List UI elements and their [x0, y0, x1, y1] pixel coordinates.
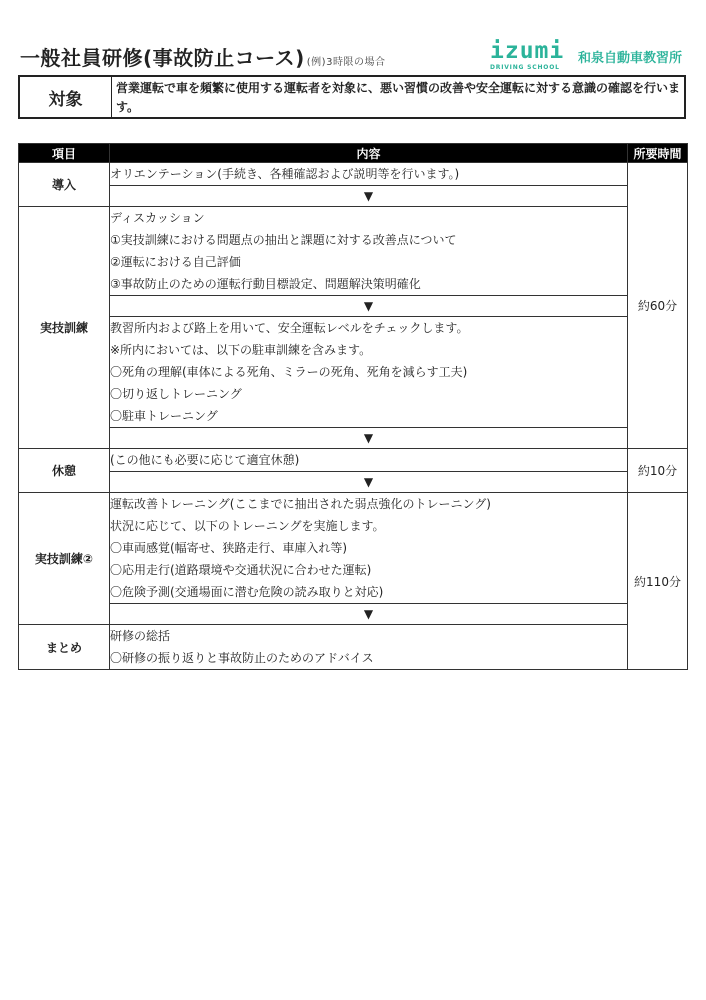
content-line: 〇駐車トレーニング	[110, 409, 218, 423]
content-driving-check	[110, 317, 628, 428]
table-row	[19, 207, 688, 296]
content-line: 〇切り返しトレーニング	[110, 387, 242, 401]
arrow-down-icon: ▼	[110, 428, 628, 449]
content-discussion	[110, 207, 628, 296]
logo-tagline: DRIVING SCHOOL	[490, 64, 560, 71]
content-line: ※所内においては、以下の駐車訓練を含みます。	[110, 343, 372, 357]
content-line: 〇応用走行(道路環境や交通状況に合わせた運転)	[110, 563, 372, 577]
content-line: 教習所内および路上を用いて、安全運転レベルをチェックします。	[110, 321, 469, 335]
arrow-down-icon: ▼	[110, 472, 628, 493]
content-line: ②運転における自己評価	[110, 255, 241, 269]
page-header	[20, 40, 688, 72]
duration-60: 約60分	[628, 163, 688, 449]
header-duration: 所要時間	[628, 144, 688, 163]
table-row	[19, 472, 688, 493]
duration-10: 約10分	[628, 449, 688, 493]
target-box	[18, 75, 686, 119]
section-practice-2: 実技訓練②	[19, 493, 110, 625]
content-line: (この他にも必要に応じて適宜休憩)	[110, 453, 300, 467]
page-title	[20, 42, 385, 71]
arrow-down-icon: ▼	[110, 604, 628, 625]
table-row	[19, 317, 688, 428]
school-name: 和泉自動車教習所	[577, 51, 682, 66]
content-line: 状況に応じて、以下のトレーニングを実施します。	[110, 519, 385, 533]
header-item: 項目	[19, 144, 110, 163]
content-break	[110, 449, 628, 472]
table-row	[19, 493, 688, 604]
school-logo	[482, 38, 682, 71]
content-line: 運転改善トレーニング(ここまでに抽出された弱点強化のトレーニング)	[110, 497, 491, 511]
page-title-text: 一般社員研修(事故防止コース)	[20, 46, 305, 70]
logo-wordmark: izumi	[490, 38, 565, 64]
target-description: 営業運転で車を頻繁に使用する運転者を対象に、悪い習慣の改善や安全運転に対する意識の確認を行います。	[116, 81, 681, 114]
table-row	[19, 449, 688, 472]
table-row	[19, 428, 688, 449]
table-header-row	[19, 144, 688, 163]
content-line: 〇車両感覚(幅寄せ、狭路走行、車庫入れ等)	[110, 541, 348, 555]
content-line: 〇死角の理解(車体による死角、ミラーの死角、死角を減らす工夫)	[110, 365, 468, 379]
content-line: ①実技訓練における問題点の抽出と課題に対する改善点について	[110, 233, 457, 247]
content-line: ③事故防止のための運転行動目標設定、問題解決策明確化	[110, 277, 421, 291]
arrow-down-icon: ▼	[110, 186, 628, 207]
section-break: 休憩	[19, 449, 110, 493]
page-subtitle: (例)3時限の場合	[306, 57, 386, 68]
table-row	[19, 625, 688, 670]
content-line: 研修の総括	[110, 629, 171, 643]
table-row	[19, 296, 688, 317]
table-row	[19, 163, 688, 186]
section-practice-1: 実技訓練	[19, 207, 110, 449]
arrow-down-icon: ▼	[110, 296, 628, 317]
content-improvement	[110, 493, 628, 604]
content-line: 〇危険予測(交通場面に潜む危険の読み取りと対応)	[110, 585, 384, 599]
table-row	[19, 186, 688, 207]
schedule-table	[18, 143, 688, 670]
content-line: ディスカッション	[110, 211, 205, 225]
header-content: 内容	[110, 144, 628, 163]
content-line: 〇研修の振り返りと事故防止のためのアドバイス	[110, 651, 374, 665]
target-label: 対象	[20, 77, 112, 117]
content-line: オリエンテーション(手続き、各種確認および説明等を行います。)	[110, 167, 460, 181]
table-row	[19, 604, 688, 625]
content-summary	[110, 625, 628, 670]
duration-110: 約110分	[628, 493, 688, 670]
content-intro	[110, 163, 628, 186]
section-intro: 導入	[19, 163, 110, 207]
section-summary: まとめ	[19, 625, 110, 670]
